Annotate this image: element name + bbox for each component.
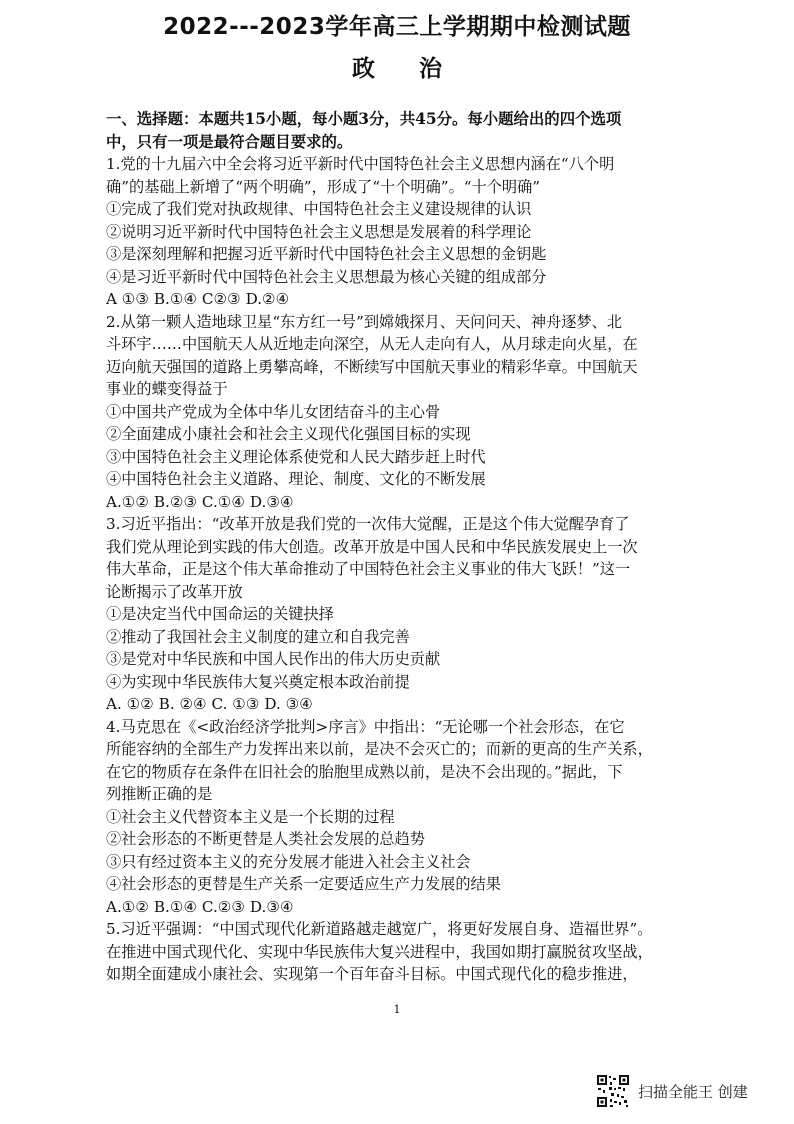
text-line: 在推进中国式现代化、实现中华民族伟大复兴进程中，我国如期打赢脱贫攻坚战， — [106, 942, 653, 961]
scanner-label: 扫描全能王 创建 — [638, 1082, 748, 1101]
text-line: 我们党从理论到实践的伟大创造。改革开放是中国人民和中华民族发展史上一次 — [106, 537, 638, 556]
text-line: ①是决定当代中国命运的关键抉择 — [106, 605, 334, 623]
text-line: ①完成了我们党对执政规律、中国特色社会主义建设规律的认识 — [106, 200, 532, 218]
text-line: 3.习近平指出：“改革开放是我们党的一次伟大觉醒，正是这个伟大觉醒孕育了 — [106, 515, 630, 533]
subject-title: 政 治 — [351, 56, 460, 82]
answer-options-line: A.①② B.①④ C.②③ D.③④ — [106, 897, 294, 916]
text-line: ②说明习近平新时代中国特色社会主义思想是发展着的科学理论 — [106, 222, 532, 241]
text-line: 1.党的十九届六中全会将习近平新时代中国特色社会主义思想内涵在“八个明 — [106, 155, 615, 173]
section-header-line: 中，只有一项是最符合题目要求的。 — [106, 132, 353, 151]
answer-options-line: A ①③ B.①④ C②③ D.②④ — [106, 290, 290, 308]
scanner-watermark — [596, 1074, 748, 1108]
section-header-line: 一、选择题：本题共15小题，每小题3分，共45分。每小题给出的四个选项 — [106, 110, 622, 128]
text-line: ③是党对中华民族和中国人民作出的伟大历史贡献 — [106, 650, 441, 668]
text-line: ③中国特色社会主义理论体系使党和人民大踏步赶上时代 — [106, 447, 486, 466]
text-line: ④中国特色社会主义道路、理论、制度、文化的不断发展 — [106, 470, 486, 488]
page-number: 1 — [393, 1003, 401, 1016]
text-line: 所能容纳的全部生产力发挥出来以前，是决不会灭亡的；而新的更高的生产关系， — [106, 740, 653, 758]
text-line: 确”的基础上新增了“两个明确”，形成了“十个明确”。“十个明确” — [106, 177, 541, 196]
qr-code-icon — [596, 1074, 630, 1108]
text-line: ④是习近平新时代中国特色社会主义思想最为核心关键的组成部分 — [106, 267, 547, 286]
text-line: ②社会形态的不断更替是人类社会发展的总趋势 — [106, 830, 425, 848]
text-line: ③只有经过资本主义的充分发展才能进入社会主义社会 — [106, 852, 471, 871]
text-line: ③是深刻理解和把握习近平新时代中国特色社会主义思想的金钥匙 — [106, 245, 547, 263]
text-line: ②推动了我国社会主义制度的建立和自我完善 — [106, 627, 410, 646]
text-line: ②全面建成小康社会和社会主义现代化强国目标的实现 — [106, 425, 471, 443]
text-line: ④为实现中华民族伟大复兴奠定根本政治前提 — [106, 672, 410, 691]
text-line: 如期全面建成小康社会、实现第一个百年奋斗目标。中国式现代化的稳步推进， — [106, 965, 638, 983]
answer-options-line: A.①② B.②③ C.①④ D.③④ — [106, 492, 294, 511]
text-line: 迈向航天强国的道路上勇攀高峰，不断续写中国航天事业的精彩华章。中国航天 — [106, 357, 638, 376]
text-line: 列推断正确的是 — [106, 785, 213, 803]
text-line: 论断揭示了改革开放 — [106, 582, 243, 601]
text-line: 斗环宇……中国航天人从近地走向深空，从无人走向有人，从月球走向火星，在 — [106, 335, 638, 353]
text-line: ①社会主义代替资本主义是一个长期的过程 — [106, 807, 395, 826]
question-body — [106, 108, 728, 986]
text-line: 事业的蝶变得益于 — [106, 380, 228, 398]
text-line: 伟大革命，正是这个伟大革命推动了中国特色社会主义事业的伟大飞跃！”这一 — [106, 560, 631, 578]
text-line: 5.习近平强调：“中国式现代化新道路越走越宽广，将更好发展自身、造福世界”。 — [106, 920, 653, 938]
text-line: ①中国共产党成为全体中华儿女团结奋斗的主心骨 — [106, 402, 441, 421]
text-line: 4.马克思在《<政治经济学批判>序言》中指出：“无论哪一个社会形态，在它 — [106, 717, 625, 736]
text-line: 在它的物质存在条件在旧社会的胎胞里成熟以前，是决不会出现的。”据此，下 — [106, 762, 623, 781]
answer-options-line: A. ①② B. ②④ C. ①③ D. ③④ — [106, 695, 313, 713]
text-line: ④社会形态的更替是生产关系一定要适应生产力发展的结果 — [106, 875, 501, 893]
text-line: 2.从第一颗人造地球卫星“东方红一号”到嫦娥探月、天问问天、神舟逐梦、北 — [106, 312, 623, 331]
page-title: 2022---2023学年高三上学期期中检测试题 — [163, 14, 631, 40]
